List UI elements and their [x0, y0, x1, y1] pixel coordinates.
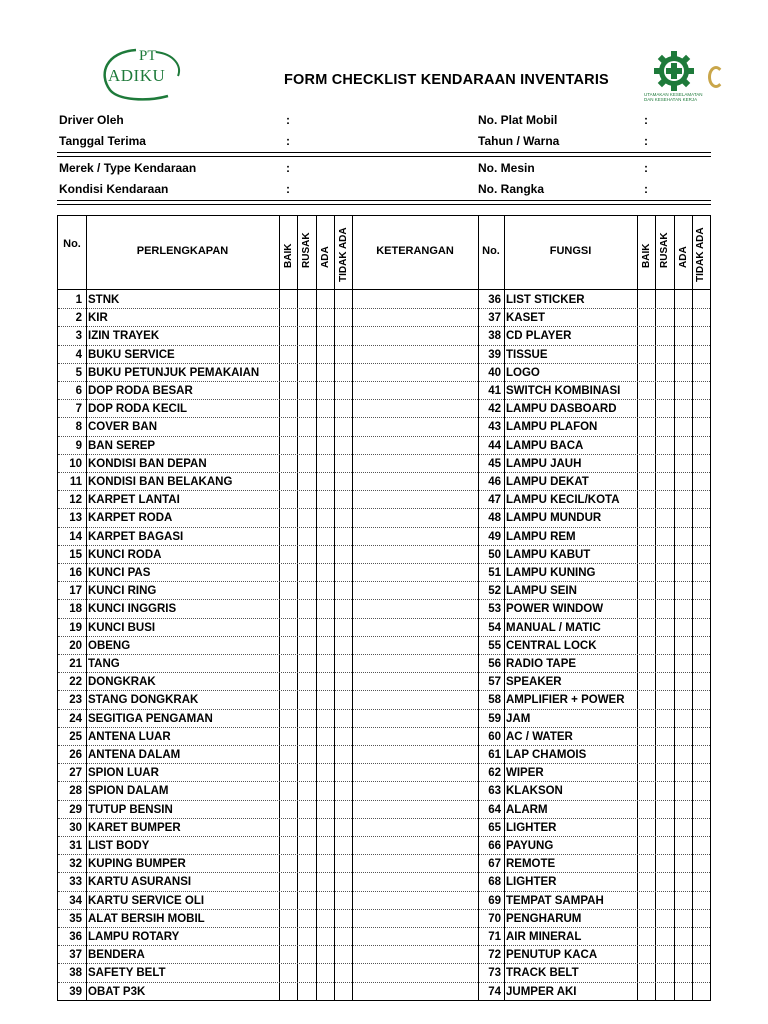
item-fungsi: LAMPU DEKAT	[506, 476, 589, 488]
item-perlengkapan: LIST BODY	[88, 840, 150, 852]
column-divider	[297, 216, 298, 1000]
item-fungsi: WIPER	[506, 767, 544, 780]
row-number: 55	[488, 639, 501, 652]
item-fungsi: LAMPU DASBOARD	[506, 403, 617, 416]
label-mesin: No. Mesin	[478, 161, 535, 175]
row-number: 14	[69, 530, 82, 543]
label-kondisi: Kondisi Kendaraan	[59, 182, 169, 196]
row-divider	[58, 490, 710, 491]
divider	[57, 156, 711, 157]
row-number: 48	[488, 512, 501, 525]
header-perlengkapan: PERLENGKAPAN	[136, 245, 229, 257]
item-perlengkapan: TUTUP BENSIN	[88, 803, 173, 816]
row-number: 37	[69, 949, 82, 962]
colon: :	[644, 134, 648, 148]
item-fungsi: LAMPU SEIN	[506, 585, 577, 598]
row-number: 50	[488, 548, 501, 561]
label-driver: Driver Oleh	[59, 113, 124, 127]
item-perlengkapan: BUKU SERVICE	[88, 348, 175, 361]
row-number: 27	[69, 767, 82, 780]
row-divider	[58, 982, 710, 983]
colon: :	[286, 182, 290, 196]
divider	[57, 200, 711, 201]
item-perlengkapan: KUNCI RING	[88, 585, 157, 598]
item-perlengkapan: KARPET LANTAI	[88, 494, 180, 507]
row-number: 24	[69, 712, 82, 725]
row-number: 66	[488, 840, 501, 852]
row-number: 46	[488, 476, 501, 488]
item-perlengkapan: KARPET RODA	[88, 512, 173, 525]
row-number: 34	[69, 894, 82, 907]
item-fungsi: LAMPU KUNING	[506, 567, 596, 579]
item-fungsi: AC / WATER	[506, 730, 573, 743]
row-number: 23	[69, 694, 82, 707]
row-number: 22	[69, 676, 82, 689]
row-divider	[58, 581, 710, 582]
item-perlengkapan: ANTENA DALAM	[88, 749, 181, 761]
row-number: 40	[488, 366, 501, 379]
item-fungsi: JUMPER AKI	[506, 985, 577, 998]
item-fungsi: REMOTE	[506, 858, 556, 871]
row-number: 68	[488, 876, 501, 889]
row-divider	[58, 527, 710, 528]
item-perlengkapan: BAN SEREP	[88, 439, 156, 452]
item-fungsi: LAMPU KABUT	[506, 548, 591, 561]
item-perlengkapan: KIR	[88, 312, 108, 325]
column-divider	[352, 216, 353, 1000]
row-number: 1	[75, 294, 82, 306]
item-fungsi: KLAKSON	[506, 785, 563, 798]
item-perlengkapan: OBAT P3K	[88, 985, 146, 998]
item-fungsi: PAYUNG	[506, 840, 554, 852]
colon: :	[286, 161, 290, 175]
row-number: 28	[69, 785, 82, 798]
item-fungsi: TEMPAT SAMPAH	[506, 894, 604, 907]
k3-slogan: UTAMAKAN KESELAMATAN DAN KESEHATAN KERJA	[644, 92, 703, 102]
item-perlengkapan: ANTENA LUAR	[88, 730, 171, 743]
column-divider	[334, 216, 335, 1000]
item-fungsi: LAMPU BACA	[506, 439, 584, 452]
row-number: 20	[69, 639, 82, 652]
item-fungsi: AIR MINERAL	[506, 931, 582, 943]
item-fungsi: LAMPU PLAFON	[506, 421, 598, 434]
header-baik: BAIK	[283, 243, 294, 268]
row-number: 32	[69, 858, 82, 871]
label-rangka: No. Rangka	[478, 182, 545, 196]
row-divider	[58, 654, 710, 655]
item-perlengkapan: OBENG	[88, 639, 131, 652]
row-number: 38	[69, 967, 82, 980]
row-number: 65	[488, 821, 501, 834]
row-number: 56	[488, 658, 501, 670]
row-number: 41	[488, 385, 501, 397]
row-divider	[58, 326, 710, 327]
row-number: 15	[69, 548, 82, 561]
row-divider	[58, 745, 710, 746]
row-number: 19	[69, 621, 82, 634]
header-ada: ADA	[320, 246, 331, 268]
row-divider	[58, 690, 710, 691]
row-number: 26	[69, 749, 82, 761]
row-divider	[58, 927, 710, 928]
row-number: 57	[488, 676, 501, 689]
row-divider	[58, 963, 710, 964]
header-fungsi: FUNGSI	[549, 245, 592, 257]
item-fungsi: SPEAKER	[506, 676, 562, 689]
item-perlengkapan: BUKU PETUNJUK PEMAKAIAN	[88, 366, 260, 379]
row-number: 2	[75, 312, 82, 325]
item-perlengkapan: ALAT BERSIH MOBIL	[88, 912, 205, 925]
row-divider	[58, 836, 710, 837]
row-number: 39	[69, 985, 82, 998]
row-number: 5	[75, 366, 82, 379]
item-perlengkapan: DONGKRAK	[88, 676, 156, 689]
logo-pt-text: PT	[139, 48, 157, 64]
item-fungsi: LAMPU MUNDUR	[506, 512, 602, 525]
item-perlengkapan: KUNCI BUSI	[88, 621, 156, 634]
column-divider	[655, 216, 656, 1000]
row-number: 13	[69, 512, 82, 525]
row-number: 60	[488, 730, 501, 743]
item-fungsi: KASET	[506, 312, 545, 325]
item-fungsi: CENTRAL LOCK	[506, 639, 597, 652]
item-perlengkapan: STANG DONGKRAK	[88, 694, 199, 707]
item-fungsi: LOGO	[506, 366, 540, 379]
header-rusak-right: RUSAK	[659, 232, 670, 268]
column-divider	[674, 216, 675, 1000]
item-perlengkapan: KONDISI BAN BELAKANG	[88, 476, 233, 488]
row-number: 73	[488, 967, 501, 980]
row-number: 47	[488, 494, 501, 507]
row-divider	[58, 945, 710, 946]
row-number: 38	[488, 330, 501, 343]
row-number: 49	[488, 530, 501, 543]
item-fungsi: TISSUE	[506, 348, 548, 361]
row-divider	[58, 454, 710, 455]
colon: :	[286, 113, 290, 127]
item-fungsi: LIGHTER	[506, 821, 557, 834]
divider	[57, 152, 711, 153]
form-title: FORM CHECKLIST KENDARAAN INVENTARIS	[284, 72, 609, 88]
item-perlengkapan: KUNCI RODA	[88, 548, 162, 561]
row-divider	[58, 508, 710, 509]
row-number: 53	[488, 603, 501, 616]
header-rusak: RUSAK	[301, 232, 312, 268]
row-number: 33	[69, 876, 82, 889]
item-fungsi: SWITCH KOMBINASI	[506, 385, 621, 397]
item-fungsi: LAMPU KECIL/KOTA	[506, 494, 620, 507]
row-number: 21	[69, 658, 82, 670]
item-perlengkapan: COVER BAN	[88, 421, 158, 434]
item-perlengkapan: DOP RODA KECIL	[88, 403, 188, 416]
row-divider	[58, 909, 710, 910]
row-number: 61	[488, 749, 501, 761]
row-divider	[58, 618, 710, 619]
header-tidak-ada-right: TIDAK ADA	[695, 227, 706, 282]
row-number: 45	[488, 457, 501, 470]
header-no: No.	[63, 238, 81, 250]
row-divider	[58, 545, 710, 546]
item-perlengkapan: STNK	[88, 294, 120, 306]
item-fungsi: LAP CHAMOIS	[506, 749, 587, 761]
row-number: 74	[488, 985, 501, 998]
item-fungsi: PENUTUP KACA	[506, 949, 598, 962]
colon: :	[644, 182, 648, 196]
item-perlengkapan: KARTU SERVICE OLI	[88, 894, 205, 907]
item-fungsi: LIGHTER	[506, 876, 557, 889]
row-number: 44	[488, 439, 501, 452]
row-number: 42	[488, 403, 501, 416]
company-logo	[96, 46, 184, 102]
label-tanggal: Tanggal Terima	[59, 134, 146, 148]
row-number: 37	[488, 312, 501, 325]
row-number: 51	[488, 567, 501, 579]
header-divider	[58, 289, 710, 290]
gear-cross-icon	[652, 50, 696, 92]
item-perlengkapan: DOP RODA BESAR	[88, 385, 193, 397]
row-divider	[58, 399, 710, 400]
row-divider	[58, 436, 710, 437]
row-divider	[58, 672, 710, 673]
item-perlengkapan: KUNCI INGGRIS	[88, 603, 177, 616]
item-perlengkapan: KUNCI PAS	[88, 567, 151, 579]
item-perlengkapan: IZIN TRAYEK	[88, 330, 160, 343]
row-number: 59	[488, 712, 501, 725]
row-divider	[58, 709, 710, 710]
item-fungsi: LAMPU JAUH	[506, 457, 582, 470]
row-divider	[58, 308, 710, 309]
partial-logo-icon	[708, 66, 724, 88]
row-number: 25	[69, 730, 82, 743]
row-number: 4	[75, 348, 82, 361]
item-fungsi: CD PLAYER	[506, 330, 572, 343]
item-perlengkapan: BENDERA	[88, 949, 145, 962]
row-number: 36	[69, 931, 82, 943]
row-number: 64	[488, 803, 501, 816]
item-perlengkapan: SPION LUAR	[88, 767, 159, 780]
row-number: 52	[488, 585, 501, 598]
header-no-right: No.	[482, 245, 500, 257]
row-divider	[58, 854, 710, 855]
row-number: 31	[69, 840, 82, 852]
row-number: 35	[69, 912, 82, 925]
row-number: 58	[488, 694, 501, 707]
row-number: 71	[488, 931, 501, 943]
item-fungsi: RADIO TAPE	[506, 658, 577, 670]
header-baik-right: BAIK	[641, 243, 652, 268]
row-number: 63	[488, 785, 501, 798]
item-fungsi: AMPLIFIER + POWER	[506, 694, 625, 707]
item-perlengkapan: KARET BUMPER	[88, 821, 181, 834]
row-number: 9	[75, 439, 82, 452]
row-number: 54	[488, 621, 501, 634]
row-number: 10	[69, 457, 82, 470]
row-divider	[58, 636, 710, 637]
k3-logo	[640, 50, 720, 108]
header-ada-right: ADA	[678, 246, 689, 268]
row-number: 16	[69, 567, 82, 579]
column-divider	[86, 216, 87, 1000]
column-divider	[692, 216, 693, 1000]
colon: :	[286, 134, 290, 148]
row-divider	[58, 818, 710, 819]
item-perlengkapan: TANG	[88, 658, 120, 670]
row-number: 30	[69, 821, 82, 834]
item-fungsi: JAM	[506, 712, 531, 725]
row-number: 12	[69, 494, 82, 507]
row-divider	[58, 472, 710, 473]
divider	[57, 204, 711, 205]
row-divider	[58, 345, 710, 346]
header-keterangan: KETERANGAN	[376, 245, 454, 257]
row-number: 29	[69, 803, 82, 816]
row-divider	[58, 363, 710, 364]
item-perlengkapan: KONDISI BAN DEPAN	[88, 457, 207, 470]
column-divider	[637, 216, 638, 1000]
item-perlengkapan: KARTU ASURANSI	[88, 876, 192, 889]
row-number: 3	[75, 330, 82, 343]
row-number: 7	[75, 403, 82, 416]
row-number: 43	[488, 421, 501, 434]
row-number: 72	[488, 949, 501, 962]
item-fungsi: ALARM	[506, 803, 548, 816]
row-divider	[58, 563, 710, 564]
row-divider	[58, 891, 710, 892]
colon: :	[644, 161, 648, 175]
item-perlengkapan: SAFETY BELT	[88, 967, 166, 980]
row-number: 18	[69, 603, 82, 616]
column-divider	[316, 216, 317, 1000]
column-divider	[279, 216, 280, 1000]
row-number: 36	[488, 294, 501, 306]
checklist-table	[57, 215, 711, 1001]
item-fungsi: PENGHARUM	[506, 912, 582, 925]
item-perlengkapan: SPION DALAM	[88, 785, 169, 798]
row-divider	[58, 381, 710, 382]
row-divider	[58, 800, 710, 801]
row-divider	[58, 599, 710, 600]
item-perlengkapan: SEGITIGA PENGAMAN	[88, 712, 213, 725]
row-number: 69	[488, 894, 501, 907]
row-number: 17	[69, 585, 82, 598]
row-number: 8	[75, 421, 82, 434]
item-fungsi: POWER WINDOW	[506, 603, 604, 616]
row-number: 39	[488, 348, 501, 361]
header-tidak-ada: TIDAK ADA	[338, 227, 349, 282]
item-perlengkapan: KARPET BAGASI	[88, 530, 184, 543]
item-fungsi: LAMPU REM	[506, 530, 576, 543]
row-divider	[58, 763, 710, 764]
row-number: 62	[488, 767, 501, 780]
row-divider	[58, 727, 710, 728]
item-fungsi: LIST STICKER	[506, 294, 585, 306]
item-perlengkapan: KUPING BUMPER	[88, 858, 186, 871]
row-divider	[58, 781, 710, 782]
colon: :	[644, 113, 648, 127]
label-merek: Merek / Type Kendaraan	[59, 161, 197, 175]
row-number: 6	[75, 385, 82, 397]
item-fungsi: TRACK BELT	[506, 967, 579, 980]
item-perlengkapan: LAMPU ROTARY	[88, 931, 180, 943]
logo-company-name: ADIKU	[108, 66, 166, 85]
column-divider	[504, 216, 505, 1000]
label-tahun: Tahun / Warna	[478, 134, 560, 148]
row-divider	[58, 872, 710, 873]
row-number: 67	[488, 858, 501, 871]
row-divider	[58, 417, 710, 418]
label-plat: No. Plat Mobil	[478, 113, 558, 127]
row-number: 70	[488, 912, 501, 925]
item-fungsi: MANUAL / MATIC	[506, 621, 601, 634]
row-number: 11	[69, 476, 82, 488]
